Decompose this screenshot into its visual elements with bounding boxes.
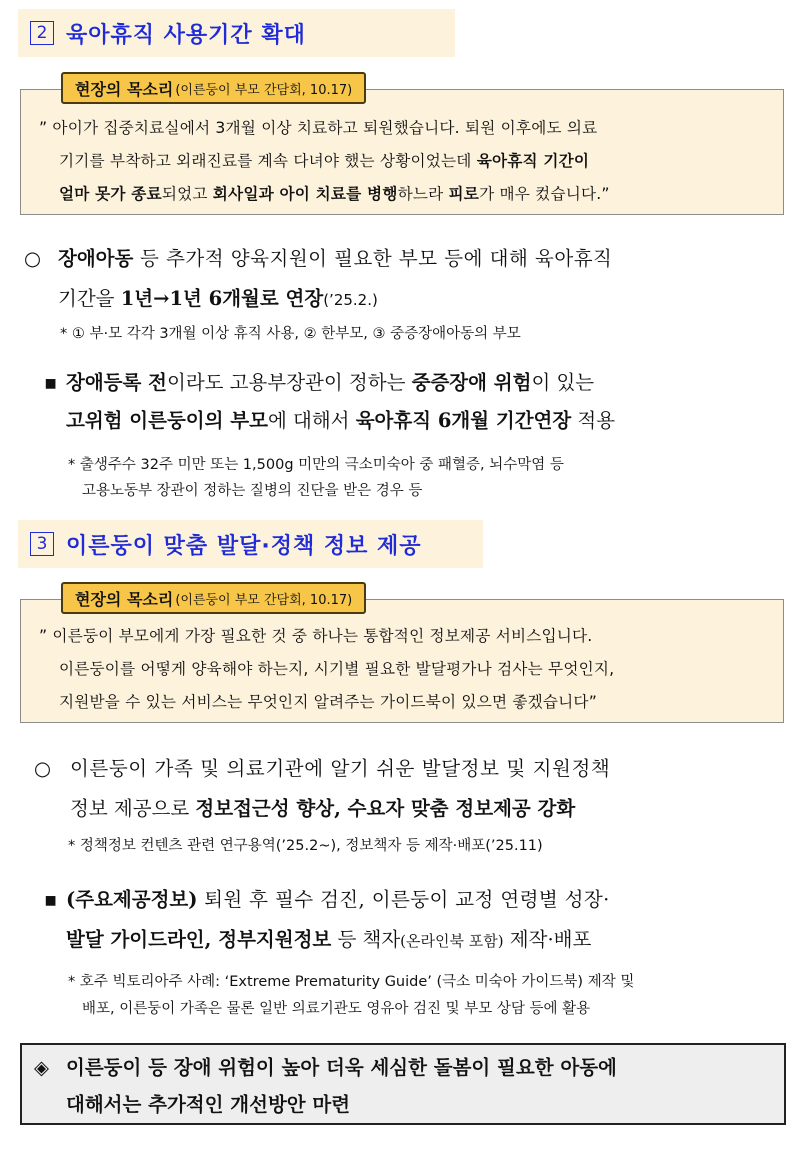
- circle-bullet: ○: [24, 247, 42, 270]
- s2-p2-note-1: * 출생주수 32주 미만 또는 1,500g 미만의 극소미숙아 중 패혈증, 뇌수막염 등: [68, 457, 564, 473]
- section-2-header: [18, 9, 455, 57]
- s3-p2-line-1: [44, 884, 610, 912]
- s3-p2-note-2: 배포, 이른둥이 가족은 물론 일반 의료기관도 영유아 검진 및 부모 상담 등에 활용: [82, 1001, 591, 1017]
- s3-p2-line-2: [66, 924, 591, 952]
- section-3-number: 3: [30, 532, 54, 556]
- voice-line-1: ” 이른둥이 부모에게 가장 필요한 것 중 하나는 통합적인 정보제공 서비스입니다.: [39, 627, 593, 645]
- s2-p2-bold-b: 중증장애 위험: [411, 371, 532, 394]
- section-3-header: [18, 520, 483, 568]
- square-bullet: ▪: [44, 888, 58, 911]
- summary-line-2: 대해서는 추가적인 개선방안 마련: [66, 1093, 351, 1116]
- s2-p1-l2-bold: 1년→1년 6개월로 연장: [120, 287, 324, 310]
- s3-p1-line-2: [70, 793, 575, 821]
- s3-p2-small: (온라인북 포함): [400, 932, 504, 950]
- section-3-voice-text: [21, 600, 783, 719]
- s2-p1-text: 등 추가적 양육지원이 필요한 부모 등에 대해 육아휴직: [133, 247, 613, 270]
- voice-label-source: (이른둥이 부모 간담회, 10.17): [175, 592, 353, 608]
- s2-p2-note-2: 고용노동부 장관이 정하는 질병의 진단을 받은 경우 등: [82, 483, 423, 499]
- s2-p1-l2-text: 기간을: [58, 287, 121, 310]
- voice-label-source: (이른둥이 부모 간담회, 10.17): [175, 82, 353, 98]
- s2-p2-bold-d: 육아휴직 6개월 기간연장: [355, 409, 572, 432]
- s2-p2-line-2: [66, 405, 615, 433]
- summary-line-1: [34, 1052, 617, 1080]
- voice-line-3: 지원받을 수 있는 서비스는 무엇인지 알려주는 가이드북이 있으면 좋겠습니다”: [59, 693, 597, 711]
- section-3-voice-label: [61, 582, 366, 614]
- s3-p2-text-c: 제작·배포: [503, 928, 592, 951]
- s2-p1-l2-date: (’25.2.): [323, 291, 378, 309]
- voice-line-2-text: 기기를 부착하고 외래진료를 계속 다녀야 했는 상황이었는데: [59, 152, 477, 170]
- section-3-title: 이른둥이 맞춤 발달·정책 정보 제공: [66, 533, 422, 559]
- s2-p2-text-c: 에 대해서: [267, 409, 356, 432]
- s3-p2-text-b: 등 책자: [331, 928, 401, 951]
- section-2-title: 육아휴직 사용기간 확대: [66, 22, 306, 48]
- s2-p2-bold-c: 고위험 이른둥이의 부모: [66, 409, 268, 432]
- s3-p1-l2-bold: 정보접근성 향상, 수요자 맞춤 정보제공 강화: [195, 797, 576, 820]
- voice-line-3-text-a: 되었고: [161, 185, 213, 203]
- voice-line-3-text-b: 하느라: [397, 185, 449, 203]
- s2-p2-text-a: 이라도 고용부장관이 정하는: [166, 371, 412, 394]
- voice-line-3-bold-b: 회사일과 아이 치료를 병행: [212, 185, 398, 203]
- voice-line-3: [39, 178, 773, 211]
- section-2-voice-label: [61, 72, 366, 104]
- s3-p1-note: * 정책정보 컨텐츠 관련 연구용역(’25.2~), 정보책자 등 제작·배포(’25.11): [68, 838, 543, 854]
- voice-line-2-bold: 육아휴직 기간이: [476, 152, 590, 170]
- voice-line-3-bold-a: 얼마 못가 종료: [59, 185, 162, 203]
- summary-box: [20, 1043, 786, 1125]
- s2-p2-line-1: [44, 367, 594, 395]
- voice-line-3-text-c: 가 매우 컸습니다.”: [479, 185, 610, 203]
- s3-p2-bold-b: 발달 가이드라인, 정부지원정보: [66, 928, 332, 951]
- s2-p2-text-d: 적용: [571, 409, 616, 432]
- s2-p2-text-b: 이 있는: [531, 371, 595, 394]
- voice-label-title: 현장의 목소리: [75, 79, 174, 99]
- square-bullet: ▪: [44, 371, 58, 394]
- s3-p1-l2-text: 정보 제공으로: [70, 797, 196, 820]
- section-2-number: 2: [30, 21, 54, 45]
- s3-p2-note-1: * 호주 빅토리아주 사례: ‘Extreme Prematurity Guide’ (극소 미숙아 가이드북) 제작 및: [68, 974, 635, 990]
- s2-p1-bold: 장애아동: [58, 247, 134, 270]
- voice-label-title: 현장의 목소리: [75, 589, 174, 609]
- section-2-voice-box: [20, 79, 784, 215]
- s3-p2-text-a: 퇴원 후 필수 검진, 이른둥이 교정 연령별 성장·: [197, 888, 610, 911]
- circle-bullet: ○: [34, 757, 52, 780]
- voice-line-2: 이른둥이를 어떻게 양육해야 하는지, 시기별 필요한 발달평가나 검사는 무엇인지,: [59, 660, 615, 678]
- diamond-icon: ◈: [34, 1056, 49, 1079]
- s2-p1-note: * ① 부·모 각각 3개월 이상 휴직 사용, ② 한부모, ③ 중증장애아동의 부모: [60, 326, 521, 342]
- voice-line-2: [39, 145, 773, 178]
- voice-line-1: ” 아이가 집중치료실에서 3개월 이상 치료하고 퇴원했습니다. 퇴원 이후에도 의료: [39, 119, 598, 137]
- s2-p2-bold-a: 장애등록 전: [66, 371, 167, 394]
- s2-p1-line-2: [58, 283, 378, 311]
- s3-p1-line-1: [34, 753, 610, 781]
- section-2-voice-text: [21, 90, 783, 211]
- s3-p2-bold-a: (주요제공정보): [66, 888, 198, 911]
- voice-line-3-bold-c: 피로: [448, 185, 480, 203]
- s3-p1-text: 이른둥이 가족 및 의료기관에 알기 쉬운 발달정보 및 지원정책: [70, 757, 611, 780]
- s2-p1-line-1: [24, 243, 612, 271]
- summary-text-1: 이른둥이 등 장애 위험이 높아 더욱 세심한 돌봄이 필요한 아동에: [66, 1056, 617, 1079]
- section-3-voice-box: [20, 589, 784, 723]
